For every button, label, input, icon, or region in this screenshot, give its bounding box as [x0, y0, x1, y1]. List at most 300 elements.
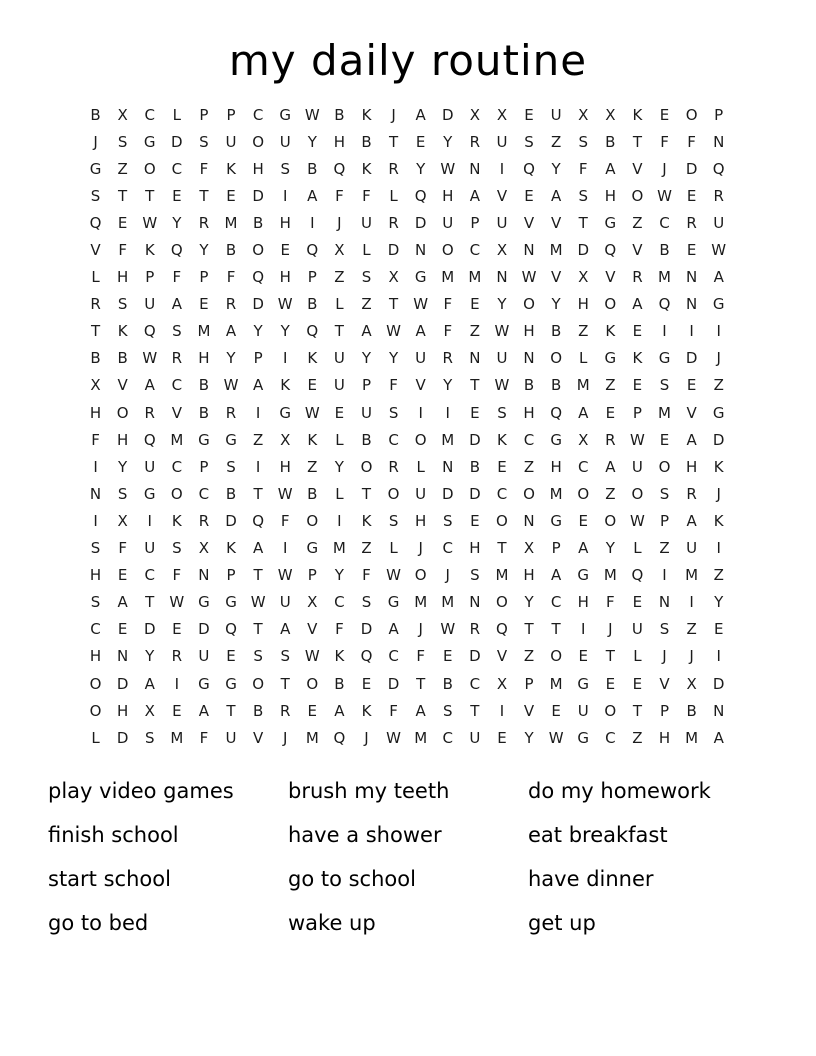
grid-cell: T — [145, 593, 155, 612]
grid-cell: H — [604, 186, 616, 205]
grid-cell: Q — [496, 620, 508, 639]
grid-cell: E — [470, 511, 480, 530]
grid-cell: Z — [578, 322, 589, 341]
grid-cell: I — [93, 457, 98, 476]
grid-cell: X — [280, 430, 291, 449]
grid-cell: G — [604, 213, 617, 232]
grid-cell: A — [252, 376, 264, 395]
grid-cell: E — [470, 295, 480, 314]
grid-cell: R — [686, 213, 697, 232]
grid-cell: X — [90, 376, 101, 395]
grid-cell: V — [605, 268, 616, 287]
grid-cell: U — [360, 213, 372, 232]
grid-cell: U — [333, 349, 345, 368]
grid-cell: Q — [414, 186, 427, 205]
grid-cell: Q — [252, 511, 265, 530]
grid-cell: F — [118, 539, 127, 558]
grid-cell: Z — [551, 132, 562, 151]
word-list-item: finish school — [48, 823, 179, 848]
grid-cell: E — [686, 186, 697, 205]
grid-cell: V — [632, 241, 643, 260]
grid-cell: D — [252, 295, 264, 314]
grid-cell: H — [279, 268, 291, 287]
grid-cell: L — [335, 295, 344, 314]
grid-cell: Z — [361, 295, 372, 314]
grid-cell: P — [524, 674, 534, 693]
grid-cell: S — [117, 132, 128, 151]
grid-cell: A — [686, 511, 697, 530]
grid-row — [82, 155, 734, 182]
grid-cell: N — [442, 457, 454, 476]
grid-cell: R — [144, 403, 155, 422]
grid-cell: T — [497, 539, 507, 558]
grid-cell: P — [145, 268, 155, 287]
grid-cell: S — [361, 593, 372, 612]
grid-cell: N — [523, 349, 535, 368]
grid-cell: D — [469, 647, 481, 666]
grid-cell: W — [548, 728, 564, 747]
word-list — [48, 777, 768, 938]
grid-cell: P — [307, 566, 317, 585]
grid-cell: G — [577, 566, 590, 585]
grid-cell: B — [361, 132, 372, 151]
grid-cell: F — [687, 132, 696, 151]
grid-cell: O — [143, 159, 156, 178]
grid-cell: J — [445, 566, 450, 585]
grid-cell: N — [685, 268, 698, 287]
grid-cell: S — [361, 268, 372, 287]
grid-cell: H — [523, 322, 535, 341]
grid-cell: E — [632, 674, 643, 693]
grid-cell: A — [307, 186, 318, 205]
grid-cell: H — [117, 430, 129, 449]
grid-cell: A — [605, 457, 616, 476]
grid-cell: H — [577, 295, 589, 314]
grid-cell: I — [282, 539, 288, 558]
grid-cell: P — [226, 105, 236, 124]
grid-cell: T — [388, 132, 399, 151]
grid-row — [82, 589, 734, 616]
grid-cell: T — [334, 322, 344, 341]
grid-cell: M — [685, 728, 699, 747]
grid-cell: G — [279, 105, 292, 124]
grid-cell: I — [445, 403, 450, 422]
grid-cell: C — [550, 593, 562, 612]
grid-cell: Q — [604, 241, 617, 260]
grid-cell: S — [172, 539, 182, 558]
grid-cell: V — [90, 241, 101, 260]
grid-cell: L — [335, 484, 344, 503]
grid-cell: N — [117, 647, 129, 666]
grid-cell: D — [685, 159, 698, 178]
grid-cell: S — [253, 647, 263, 666]
grid-cell: O — [441, 241, 454, 260]
grid-cell: S — [226, 457, 236, 476]
grid-cell: K — [361, 159, 372, 178]
grid-cell: G — [306, 539, 319, 558]
grid-cell: I — [716, 647, 721, 666]
grid-cell: D — [116, 674, 129, 693]
grid-cell: U — [550, 105, 562, 124]
grid-cell: S — [470, 566, 480, 585]
grid-cell: R — [388, 159, 399, 178]
grid-row — [82, 453, 734, 480]
grid-row — [82, 318, 734, 345]
grid-cell: U — [713, 213, 725, 232]
grid-cell: J — [282, 728, 288, 747]
grid-cell: R — [442, 349, 453, 368]
grid-cell: U — [360, 403, 372, 422]
grid-row — [82, 372, 734, 399]
grid-cell: E — [117, 213, 128, 232]
grid-cell: W — [142, 213, 158, 232]
grid-cell: A — [225, 322, 237, 341]
grid-cell: A — [686, 430, 697, 449]
grid-cell: Z — [632, 213, 643, 232]
grid-cell: N — [469, 349, 481, 368]
grid-cell: Z — [632, 728, 643, 747]
grid-cell: A — [280, 620, 291, 639]
grid-cell: M — [441, 430, 455, 449]
grid-cell: R — [686, 484, 697, 503]
grid-cell: G — [387, 593, 400, 612]
grid-cell: T — [578, 213, 588, 232]
grid-row — [82, 182, 734, 209]
grid-cell: P — [253, 349, 263, 368]
grid-cell: Q — [333, 728, 346, 747]
grid-cell: E — [632, 376, 643, 395]
grid-cell: H — [523, 403, 535, 422]
grid-cell: G — [143, 484, 156, 503]
grid-cell: S — [280, 647, 290, 666]
grid-cell: Y — [226, 349, 236, 368]
grid-cell: A — [551, 566, 562, 585]
grid-cell: S — [497, 403, 507, 422]
grid-cell: U — [496, 213, 508, 232]
grid-cell: R — [90, 295, 101, 314]
grid-cell: A — [415, 701, 426, 720]
grid-cell: V — [551, 213, 562, 232]
grid-cell: Y — [714, 593, 724, 612]
grid-cell: Y — [524, 593, 534, 612]
grid-cell: C — [198, 484, 210, 503]
grid-cell: E — [307, 701, 318, 720]
grid-cell: F — [578, 159, 588, 178]
grid-cell: E — [605, 674, 616, 693]
grid-cell: W — [277, 566, 293, 585]
grid-cell: U — [279, 593, 291, 612]
grid-cell: Y — [497, 295, 507, 314]
grid-row — [82, 670, 734, 697]
grid-cell: T — [253, 566, 263, 585]
grid-cell: O — [631, 484, 644, 503]
grid-cell: D — [225, 511, 237, 530]
grid-cell: E — [172, 186, 182, 205]
grid-cell: E — [226, 186, 236, 205]
grid-cell: E — [632, 593, 643, 612]
grid-cell: G — [225, 674, 237, 693]
word-list-item: wake up — [288, 911, 376, 936]
grid-cell: H — [523, 566, 535, 585]
grid-cell: K — [497, 430, 507, 449]
grid-cell: Y — [443, 376, 453, 395]
grid-cell: K — [307, 349, 318, 368]
grid-cell: A — [605, 159, 616, 178]
grid-cell: E — [361, 674, 372, 693]
grid-cell: M — [170, 430, 184, 449]
grid-cell: S — [659, 620, 670, 639]
grid-cell: W — [250, 593, 266, 612]
grid-cell: M — [414, 728, 428, 747]
grid-cell: X — [578, 430, 589, 449]
grid-cell: B — [225, 484, 237, 503]
word-list-item: go to school — [288, 867, 416, 892]
grid-cell: E — [497, 457, 507, 476]
grid-cell: Z — [713, 566, 724, 585]
grid-cell: D — [387, 241, 400, 260]
grid-cell: I — [499, 701, 505, 720]
grid-cell: S — [524, 132, 534, 151]
grid-row — [82, 616, 734, 643]
grid-cell: H — [577, 593, 589, 612]
grid-cell: G — [198, 674, 210, 693]
grid-cell: H — [442, 186, 454, 205]
grid-cell: A — [415, 105, 426, 124]
grid-cell: R — [225, 295, 237, 314]
grid-cell: T — [605, 647, 615, 666]
grid-cell: H — [415, 511, 427, 530]
grid-cell: K — [117, 322, 128, 341]
grid-cell: M — [658, 403, 671, 422]
grid-cell: C — [388, 430, 399, 449]
grid-row — [82, 236, 734, 263]
grid-cell: O — [252, 241, 265, 260]
grid-cell: I — [255, 457, 261, 476]
grid-cell: X — [496, 241, 508, 260]
grid-cell: B — [307, 295, 318, 314]
grid-cell: E — [605, 403, 616, 422]
grid-cell: F — [226, 268, 236, 287]
grid-cell: J — [364, 728, 369, 747]
word-list-item: get up — [528, 911, 596, 936]
word-list-item: have dinner — [528, 867, 654, 892]
grid-cell: G — [604, 349, 617, 368]
grid-cell: X — [469, 105, 480, 124]
grid-cell: C — [388, 647, 399, 666]
grid-cell: Z — [686, 620, 697, 639]
grid-cell: S — [443, 701, 453, 720]
grid-cell: K — [605, 322, 616, 341]
grid-cell: D — [577, 241, 590, 260]
grid-cell: J — [418, 539, 423, 558]
grid-cell: U — [469, 728, 481, 747]
grid-cell: H — [685, 457, 698, 476]
grid-cell: J — [716, 484, 721, 503]
grid-cell: H — [333, 132, 346, 151]
grid-cell: K — [361, 105, 372, 124]
grid-cell: X — [307, 593, 318, 612]
grid-cell: K — [144, 241, 155, 260]
grid-cell: J — [716, 349, 721, 368]
grid-cell: N — [685, 295, 698, 314]
grid-cell: Y — [334, 457, 344, 476]
grid-cell: I — [147, 511, 152, 530]
grid-row — [82, 480, 734, 507]
grid-cell: I — [174, 674, 180, 693]
grid-cell: K — [713, 457, 724, 476]
word-list-item: start school — [48, 867, 171, 892]
grid-cell: Q — [306, 241, 319, 260]
grid-cell: F — [172, 566, 182, 585]
grid-cell: Q — [225, 620, 237, 639]
grid-cell: E — [415, 132, 426, 151]
grid-cell: A — [578, 403, 589, 422]
word-list-item: brush my teeth — [288, 779, 450, 804]
grid-cell: E — [497, 728, 507, 747]
grid-cell: L — [362, 241, 371, 260]
grid-cell: C — [144, 566, 155, 585]
grid-cell: V — [117, 376, 128, 395]
grid-cell: F — [172, 268, 182, 287]
grid-cell: Y — [443, 132, 453, 151]
grid-cell: T — [361, 484, 372, 503]
grid-cell: R — [388, 457, 399, 476]
grid-cell: C — [496, 484, 508, 503]
grid-cell: P — [226, 566, 236, 585]
grid-cell: B — [90, 349, 101, 368]
grid-cell: S — [172, 322, 182, 341]
grid-cell: U — [144, 457, 156, 476]
grid-cell: W — [386, 322, 401, 341]
grid-cell: J — [418, 620, 423, 639]
grid-cell: X — [578, 268, 589, 287]
grid-cell: L — [579, 349, 588, 368]
grid-cell: I — [716, 322, 721, 341]
grid-cell: R — [469, 620, 481, 639]
grid-cell: Y — [551, 295, 561, 314]
grid-cell: X — [334, 241, 345, 260]
grid-cell: E — [117, 566, 128, 585]
grid-cell: E — [280, 241, 290, 260]
grid-cell: G — [143, 132, 156, 151]
grid-cell: G — [550, 430, 562, 449]
grid-cell: E — [334, 403, 345, 422]
grid-cell: E — [172, 701, 182, 720]
grid-cell: B — [90, 105, 101, 124]
grid-cell: R — [198, 511, 210, 530]
grid-cell: F — [118, 241, 127, 260]
grid-cell: A — [334, 701, 345, 720]
grid-cell: Q — [252, 268, 265, 287]
grid-cell: E — [659, 430, 670, 449]
grid-cell: B — [334, 674, 345, 693]
grid-cell: W — [494, 376, 510, 395]
grid-cell: B — [307, 159, 318, 178]
grid-cell: A — [198, 701, 210, 720]
grid-cell: X — [117, 105, 128, 124]
grid-cell: B — [659, 241, 670, 260]
grid-cell: O — [496, 593, 508, 612]
grid-cell: D — [360, 620, 373, 639]
grid-cell: T — [280, 674, 290, 693]
grid-cell: V — [307, 620, 318, 639]
grid-cell: D — [252, 186, 264, 205]
grid-cell: A — [171, 295, 182, 314]
word-list-item: eat breakfast — [528, 823, 668, 848]
grid-cell: X — [496, 674, 508, 693]
grid-cell: T — [416, 674, 426, 693]
grid-cell: I — [689, 322, 694, 341]
grid-row — [82, 562, 734, 589]
grid-cell: O — [306, 674, 319, 693]
grid-cell: L — [335, 430, 344, 449]
grid-cell: M — [549, 674, 563, 693]
grid-cell: Z — [117, 159, 128, 178]
grid-cell: T — [145, 186, 155, 205]
grid-cell: O — [89, 701, 102, 720]
grid-cell: F — [199, 159, 209, 178]
grid-row — [82, 291, 734, 318]
grid-cell: I — [499, 159, 505, 178]
grid-cell: H — [469, 539, 481, 558]
page-title: my daily routine — [228, 36, 588, 85]
grid-cell: P — [199, 105, 209, 124]
grid-cell: M — [549, 484, 563, 503]
grid-cell: B — [361, 430, 372, 449]
grid-cell: D — [712, 430, 725, 449]
grid-cell: M — [332, 539, 346, 558]
grid-cell: V — [523, 701, 535, 720]
grid-cell: B — [252, 701, 264, 720]
grid-cell: X — [496, 105, 508, 124]
grid-cell: X — [198, 539, 210, 558]
grid-cell: U — [686, 539, 698, 558]
grid-cell: C — [334, 593, 345, 612]
grid-cell: I — [282, 186, 288, 205]
grid-cell: Q — [333, 159, 346, 178]
grid-cell: V — [415, 376, 426, 395]
grid-cell: G — [658, 349, 671, 368]
grid-cell: L — [91, 268, 100, 287]
grid-cell: L — [416, 457, 425, 476]
grid-cell: O — [116, 403, 129, 422]
word-list-item: have a shower — [288, 823, 442, 848]
grid-cell: T — [551, 620, 561, 639]
grid-cell: A — [144, 674, 155, 693]
grid-cell: N — [713, 132, 725, 151]
grid-cell: Y — [524, 728, 534, 747]
grid-cell: O — [360, 457, 373, 476]
grid-cell: W — [142, 349, 158, 368]
grid-cell: B — [442, 674, 453, 693]
grid-cell: Y — [172, 213, 182, 232]
grid-cell: N — [523, 241, 535, 260]
grid-cell: F — [443, 322, 453, 341]
grid-cell: W — [386, 566, 401, 585]
grid-cell: M — [603, 566, 617, 585]
grid-cell: T — [253, 484, 263, 503]
grid-cell: D — [143, 620, 156, 639]
grid-cell: U — [198, 647, 210, 666]
grid-cell: M — [224, 213, 238, 232]
grid-cell: N — [198, 566, 210, 585]
grid-cell: O — [523, 484, 535, 503]
grid-row — [82, 643, 734, 670]
grid-cell: O — [658, 457, 671, 476]
grid-cell: J — [337, 213, 342, 232]
grid-cell: G — [89, 159, 102, 178]
grid-cell: X — [686, 674, 697, 693]
